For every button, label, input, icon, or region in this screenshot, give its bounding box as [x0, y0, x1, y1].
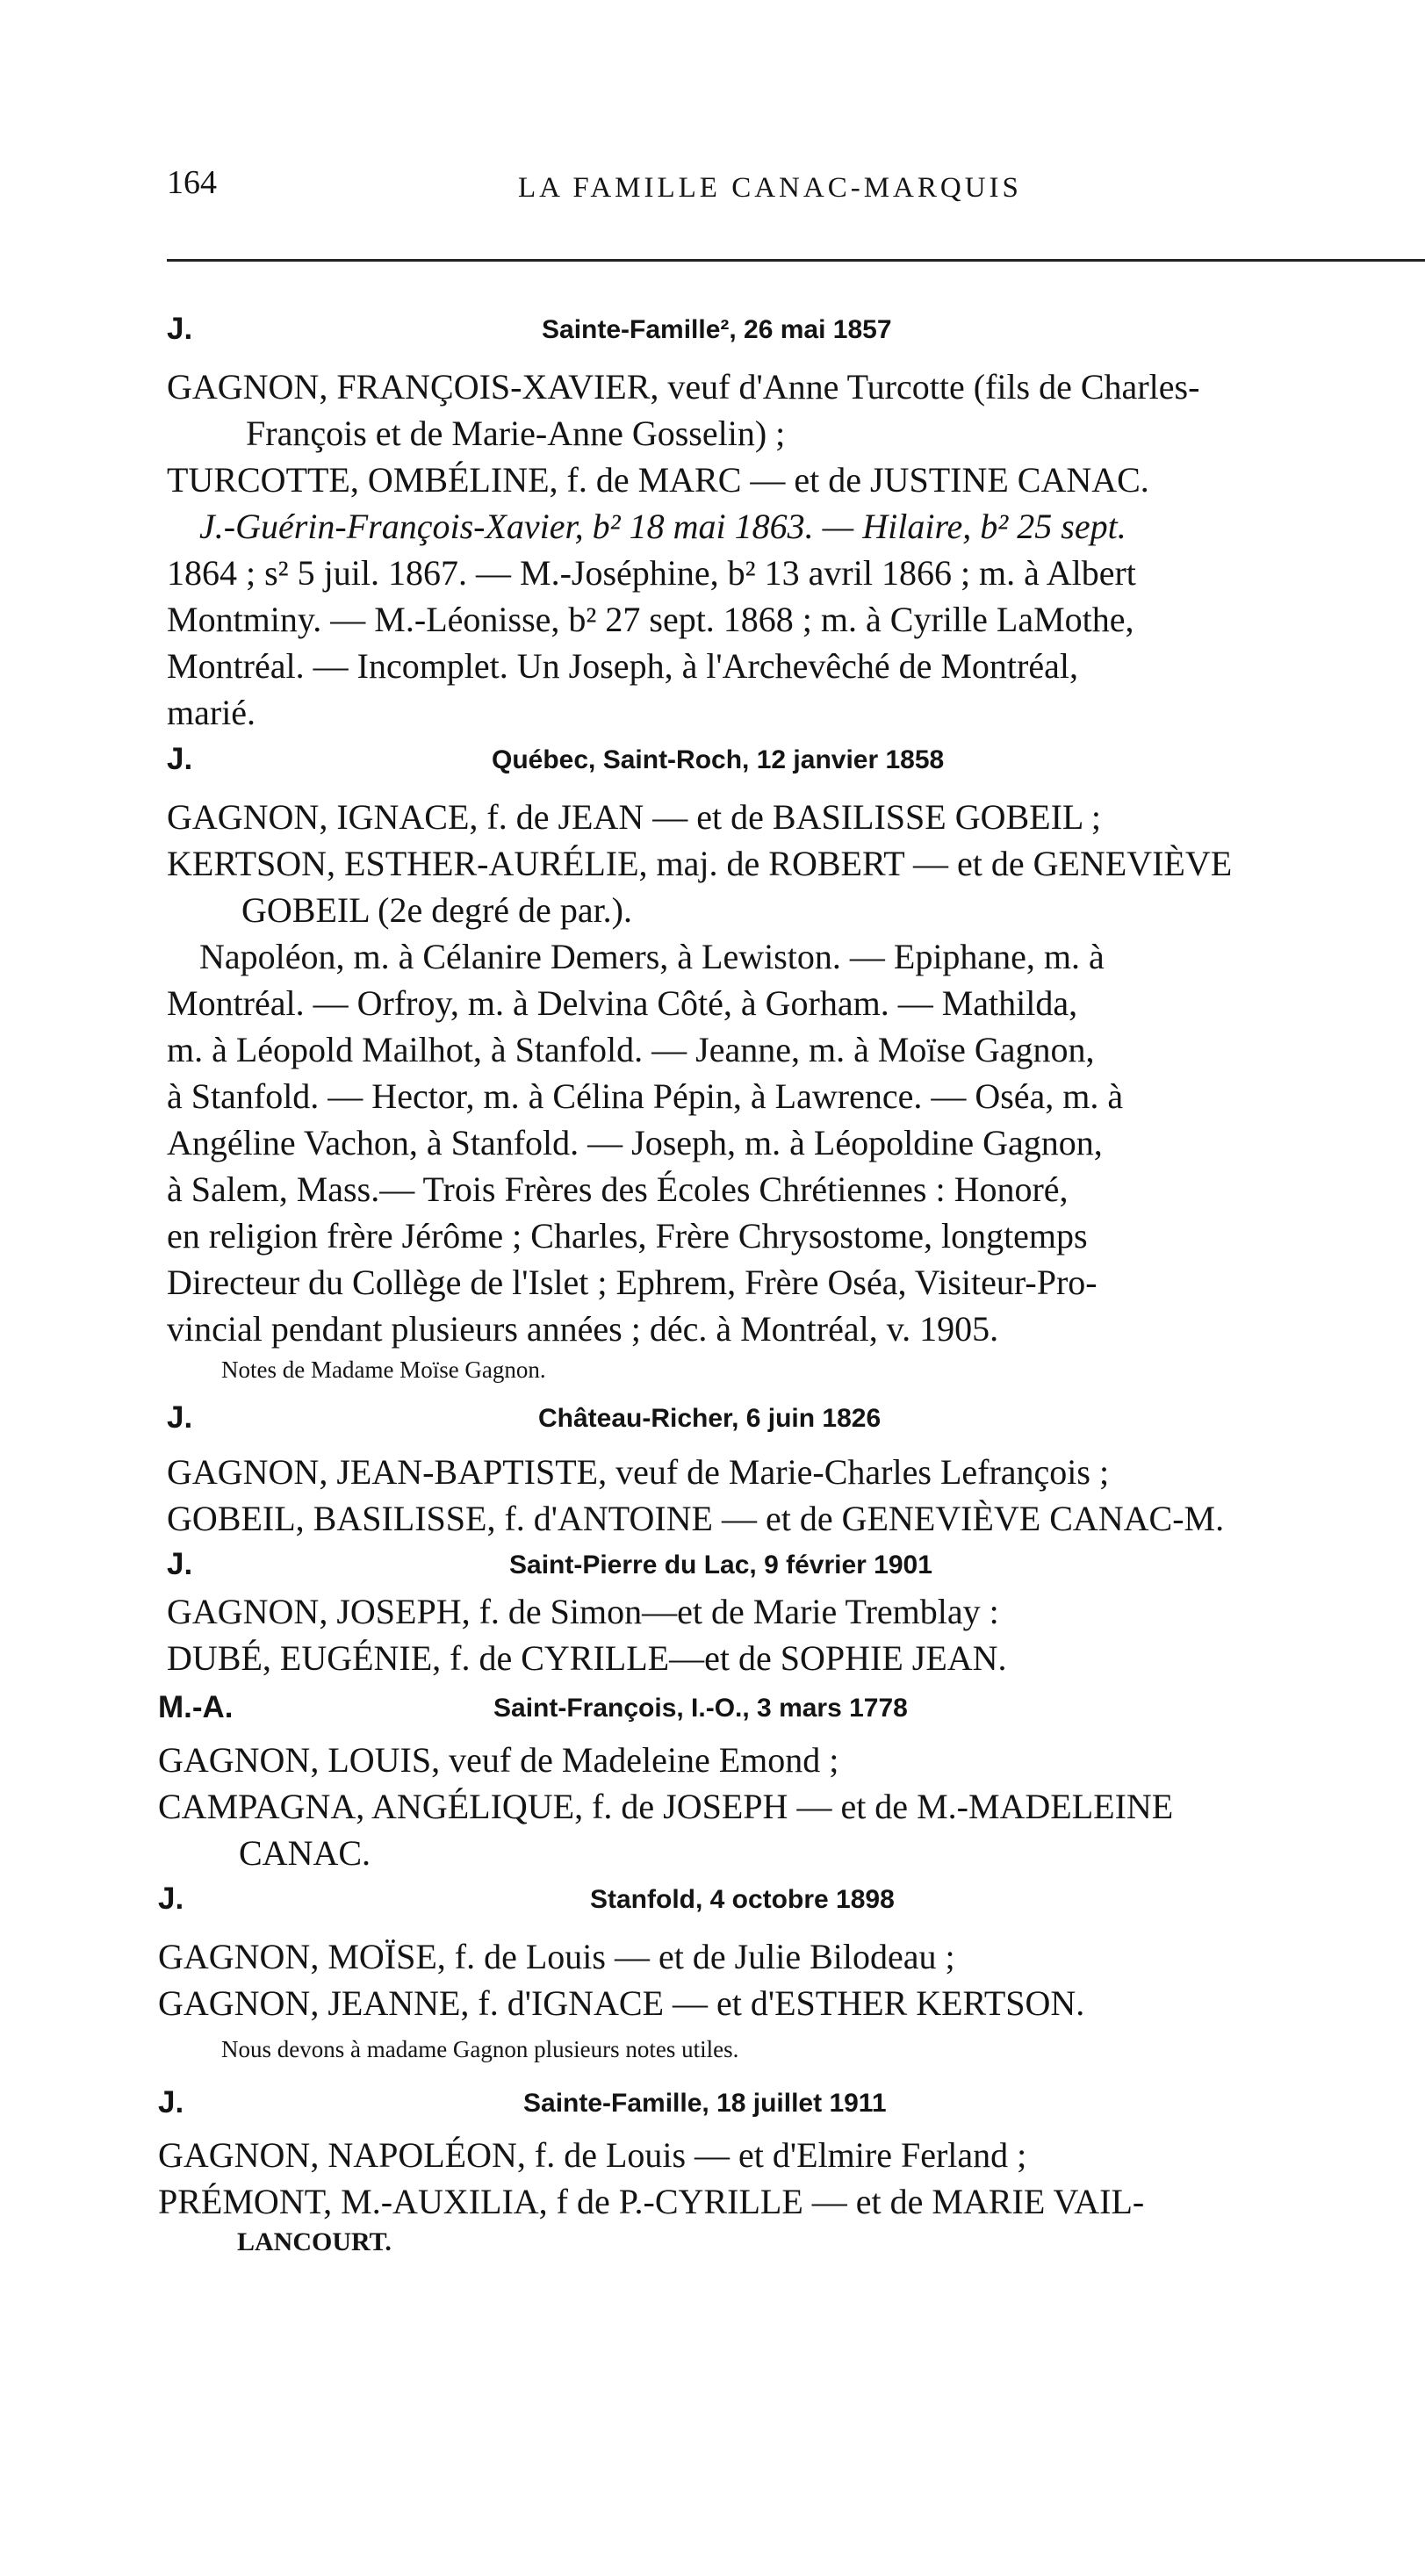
entry-line: CAMPAGNA, ANGÉLIQUE, f. de JOSEPH — et de M.-MADELEINE	[158, 1787, 1174, 1826]
entry-place-date: Sainte-Famille², 26 mai 1857	[542, 315, 892, 344]
entry-place-date: Château-Richer, 6 juin 1826	[538, 1404, 882, 1433]
entry-line: TURCOTTE, OMBÉLINE, f. de MARC — et de JUSTINE CANAC.	[167, 460, 1149, 500]
entry-place-date: Sainte-Famille, 18 juillet 1911	[523, 2089, 887, 2118]
entry-initial: J.	[167, 1547, 193, 1581]
entry-line: GOBEIL, BASILISSE, f. d'ANTOINE — et de GENEVIÈVE CANAC-M.	[167, 1499, 1225, 1538]
entry-line: 1864 ; s² 5 juil. 1867. — M.-Joséphine, b² 13 avril 1866 ; m. à Albert	[167, 553, 1136, 593]
entry-place-date: Saint-Pierre du Lac, 9 février 1901	[509, 1551, 932, 1579]
entry-line: Montréal. — Orfroy, m. à Delvina Côté, à Gorham. — Mathilda,	[167, 983, 1078, 1023]
entry-line: GAGNON, FRANÇOIS-XAVIER, veuf d'Anne Turcotte (fils de Charles-	[167, 367, 1200, 407]
running-title: LA FAMILLE CANAC-MARQUIS	[518, 172, 1022, 204]
entry-line: marié.	[167, 693, 256, 732]
page-number: 164	[167, 164, 217, 201]
entry-line: à Salem, Mass.— Trois Frères des Écoles Chrétiennes : Honoré,	[167, 1169, 1069, 1209]
entry-line: GAGNON, IGNACE, f. de JEAN — et de BASILISSE GOBEIL ;	[167, 797, 1101, 837]
page-header	[167, 163, 1381, 212]
entry-line: François et de Marie-Anne Gosselin) ;	[246, 414, 786, 453]
entry-line: GAGNON, NAPOLÉON, f. de Louis — et d'Elmire Ferland ;	[158, 2135, 1027, 2175]
entry-line: GAGNON, JOSEPH, f. de Simon—et de Marie Tremblay :	[167, 1592, 999, 1631]
entry-line: LANCOURT.	[237, 2227, 392, 2256]
entry-line: Napoléon, m. à Célanire Demers, à Lewiston. — Epiphane, m. à	[199, 937, 1105, 976]
entry-place-date: Québec, Saint-Roch, 12 janvier 1858	[492, 745, 945, 774]
entry-line: GAGNON, MOÏSE, f. de Louis — et de Julie Bilodeau ;	[158, 1937, 955, 1976]
entry-initial: M.-A.	[158, 1690, 234, 1724]
entry-line: GOBEIL (2e degré de par.).	[241, 890, 632, 930]
entry-place-date: Saint-François, I.-O., 3 mars 1778	[493, 1694, 908, 1723]
entry-line: en religion frère Jérôme ; Charles, Frère Chrysostome, longtemps	[167, 1216, 1088, 1256]
entry-initial: J.	[167, 1400, 193, 1435]
header-rule	[167, 259, 1425, 262]
entry-line: KERTSON, ESTHER-AURÉLIE, maj. de ROBERT — et de GENEVIÈVE	[167, 844, 1233, 883]
entry-line: GAGNON, LOUIS, veuf de Madeleine Emond ;	[158, 1740, 839, 1780]
entry-initial: J.	[158, 2085, 184, 2119]
entry-note: Notes de Madame Moïse Gagnon.	[221, 1356, 546, 1383]
entry-line: m. à Léopold Mailhot, à Stanfold. — Jeanne, m. à Moïse Gagnon,	[167, 1030, 1095, 1069]
entry-line: vincial pendant plusieurs années ; déc. à Montréal, v. 1905.	[167, 1309, 999, 1349]
entry-line: GAGNON, JEANNE, f. d'IGNACE — et d'ESTHER KERTSON.	[158, 1983, 1085, 2023]
entry-place-date: Stanfold, 4 octobre 1898	[590, 1885, 895, 1914]
entry-line: Directeur du Collège de l'Islet ; Ephrem, Frère Oséa, Visiteur-Pro-	[167, 1263, 1098, 1302]
entry-initial: J.	[158, 1882, 184, 1916]
entry-initial: J.	[167, 312, 193, 346]
entry-line: GAGNON, JEAN-BAPTISTE, veuf de Marie-Charles Lefrançois ;	[167, 1452, 1110, 1492]
entry-line: CANAC.	[239, 1833, 371, 1873]
entry-line: Angéline Vachon, à Stanfold. — Joseph, m. à Léopoldine Gagnon,	[167, 1123, 1103, 1162]
entry-note: Nous devons à madame Gagnon plusieurs notes utiles.	[221, 2036, 739, 2062]
entry-line: à Stanfold. — Hector, m. à Célina Pépin, à Lawrence. — Oséa, m. à	[167, 1076, 1124, 1116]
entry-line: Montminy. — M.-Léonisse, b² 27 sept. 1868 ; m. à Cyrille LaMothe,	[167, 600, 1134, 639]
entry-line: J.-Guérin-François-Xavier, b² 18 mai 1863. — Hilaire, b² 25 sept.	[199, 507, 1126, 546]
entry-initial: J.	[167, 742, 193, 776]
entry-line: DUBÉ, EUGÉNIE, f. de CYRILLE—et de SOPHIE JEAN.	[167, 1638, 1007, 1678]
entry-line: PRÉMONT, M.-AUXILIA, f de P.-CYRILLE — et de MARIE VAIL-	[158, 2182, 1145, 2221]
entry-line: Montréal. — Incomplet. Un Joseph, à l'Archevêché de Montréal,	[167, 646, 1078, 686]
